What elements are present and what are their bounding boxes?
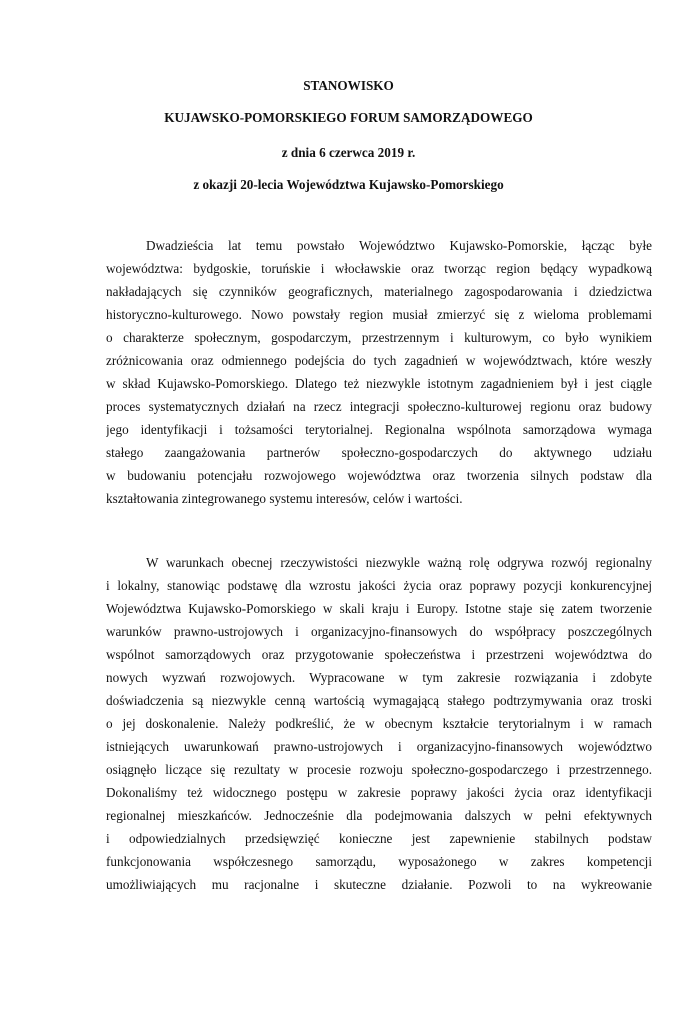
paragraph-line: i odpowiedzialnych przedsięwzięć konieczne jest zapewnienie stabilnych podstaw [106, 831, 652, 846]
document-date: z dnia 6 czerwca 2019 r. [281, 145, 416, 160]
document-title: STANOWISKO [303, 78, 394, 93]
paragraph-line: Województwa Kujawsko-Pomorskiego w skali kraju i Europy. Istotne staje się zatem tworzenie [106, 601, 652, 616]
paragraph-line: i lokalny, stanowiąc podstawę dla wzrostu jakości życia oraz poprawy pozycji konkurencyjnej [106, 578, 652, 593]
paragraph-line: nakładających się czynników geograficznych, materialnego zagospodarowania i dziedzictwa [106, 284, 652, 299]
paragraph-line: o charakterze społecznym, gospodarczym, przestrzennym i kulturowym, co było wynikiem [106, 330, 652, 345]
paragraph-line: funkcjonowania współczesnego samorządu, wyposażonego w zakres kompetencji [106, 854, 652, 869]
paragraph-line: w skład Kujawsko-Pomorskiego. Dlatego też niezwykle istotnym zagadnieniem był i jest ciągle [106, 376, 652, 391]
paragraph-line: umożliwiających mu racjonalne i skuteczne działanie. Pozwoli to na wykreowanie [106, 877, 652, 892]
paragraph-line: w budowaniu potencjału rozwojowego województwa oraz tworzenia silnych podstaw dla [106, 468, 652, 483]
paragraph-line: warunków prawno-ustrojowych i organizacyjno-finansowych do współpracy poszczególnych [106, 624, 652, 639]
paragraph-line: kształtowania zintegrowanego systemu interesów, celów i wartości. [106, 491, 463, 506]
paragraph-line: proces systematycznych działań na rzecz integracji społeczno-kulturowej regionu oraz budowy [106, 399, 652, 414]
paragraph-line: Dokonaliśmy też widocznego postępu w zakresie poprawy jakości życia oraz identyfikacji [106, 785, 652, 800]
paragraph-line: W warunkach obecnej rzeczywistości niezwykle ważną rolę odgrywa rozwój regionalny [146, 555, 652, 570]
paragraph-line: stałego zaangażowania partnerów społeczno-gospodarczych do aktywnego udziału [106, 445, 652, 460]
paragraph-line: historyczno-kulturowego. Nowo powstały region musiał zmierzyć się z wieloma problemami [106, 307, 652, 322]
paragraph-line: Dwadzieścia lat temu powstało Województwo Kujawsko-Pomorskie, łącząc byłe [146, 238, 652, 253]
paragraph-line: wspólnot samorządowych oraz przygotowanie społeczeństwa i przestrzeni województwa do [106, 647, 652, 662]
paragraph-line: doświadczenia są niezwykle cenną wartością wymagającą stałego podtrzymywania oraz troski [106, 693, 652, 708]
paragraph-line: istniejących uwarunkowań prawno-ustrojowych i organizacyjno-finansowych województwo [106, 739, 652, 754]
document-occasion: z okazji 20-lecia Województwa Kujawsko-Pomorskiego [193, 177, 504, 192]
paragraph-line: osiągnęło liczące się rezultaty w procesie rozwoju społeczno-gospodarczego i przestrzennego. [106, 762, 652, 777]
paragraph-line: o jej doskonalenie. Należy podkreślić, że w obecnym kształcie terytorialnym i w ramach [106, 716, 652, 731]
paragraph-line: województwa: bydgoskie, toruńskie i włocławskie oraz tworząc region będący wypadkową [106, 261, 652, 276]
paragraph-line: nowych wyzwań rozwojowych. Wypracowane w tym zakresie rozwiązania i zdobyte [106, 670, 652, 685]
issuing-body: KUJAWSKO-POMORSKIEGO FORUM SAMORZĄDOWEGO [164, 110, 533, 125]
paragraph-line: zróżnicowania oraz odmiennego podejścia do tych zagadnień w województwach, które weszły [106, 353, 652, 368]
paragraph-line: regionalnej mieszkańców. Jednocześnie dla podejmowania dalszych w pełni efektywnych [106, 808, 652, 823]
paragraph-line: jego identyfikacji i tożsamości terytorialnej. Regionalna wspólnota samorządowa wymaga [106, 422, 652, 437]
